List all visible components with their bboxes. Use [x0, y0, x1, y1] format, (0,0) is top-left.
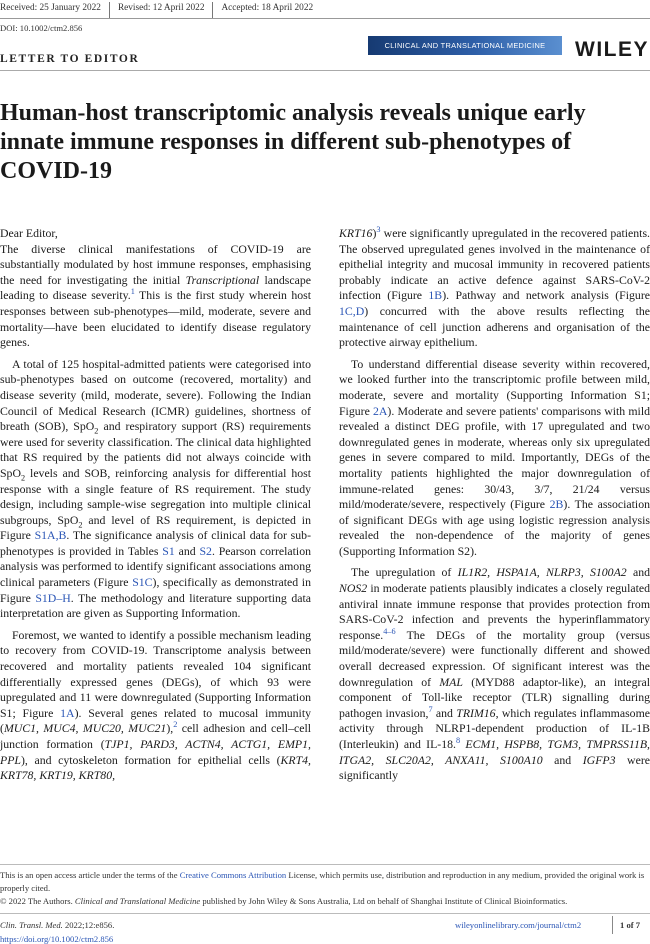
page-number: 1 of 7 [620, 920, 641, 930]
salutation: Dear Editor, [0, 226, 58, 240]
body-paragraph: The upregulation of IL1R2, HSPA1A, NLRP3, S100A2 and NOS2 in moderate patients plausibly indicates a closely regulated antiviral innate immune response that provides protection from SARS-CoV-2 infection and prevents the hyperinflammatory response.$^{4-6}$ The DEGs of the mortality group (versus mild/moderate/severe) were functionally different and showed overall decreased expression. Of significant interest was the downregulation of MAL (MYD88 adaptor-like), an integral component of Toll-like receptor (TLR) signalling during pathogen invasion,$^7$ and TRIM16, which regulates inflammasome activity through NLRP1-dependent production of IL-1B (Interleukin) and IL-18.$^8$ ECM1, HSPB8, TGM3, TMPRSS11B, ITGA2, SLC20A2, ANXA11, S100A10 and IGFP3 were significantly [339, 565, 650, 783]
citation-rest: 2022;12:e856. [62, 920, 115, 930]
section-divider [0, 70, 650, 71]
journal-banner[interactable]: CLINICAL AND TRANSLATIONAL MEDICINE [368, 36, 562, 55]
license-prefix: This is an open access article under the terms of the [0, 870, 180, 880]
copyright-prefix: © 2022 The Authors. [0, 896, 75, 906]
copyright-suffix: published by John Wiley & Sons Australia, Ltd on behalf of Shanghai Institute of Clinical Bioinformatics. [200, 896, 568, 906]
section-label: LETTER TO EDITOR [0, 53, 140, 65]
doi: DOI: 10.1002/ctm2.856 [0, 23, 83, 33]
publisher-logo[interactable]: WILEY [575, 38, 649, 61]
article-title: Human-host transcriptomic analysis reveals unique early innate immune responses in different sub-phenotypes of COVID-19 [0, 100, 586, 184]
accepted-date: Accepted: 18 April 2022 [221, 3, 314, 13]
body-right-column [339, 226, 650, 784]
footer-divider [0, 864, 650, 865]
received-date: Received: 25 January 2022 [0, 2, 110, 18]
copyright-journal: Clinical and Translational Medicine [74, 896, 201, 906]
body-paragraph: KRT16)$^3$ were significantly upregulated in the recovered patients. The observed upregulated genes involved in the maintenance of epithelial integrity and mucosal immunity in recovered patients probably indicate an active defence against SARS-CoV-2 infection (Figure 1B). Pathway and network analysis (Figure 1C,D) concurred with the above results reflecting the maintenance of cell junction adherens and organisation of the protective airway epithelium. [339, 225, 650, 350]
license-note [0, 869, 650, 908]
header-divider [0, 18, 650, 19]
citation [0, 920, 114, 930]
body-paragraph: Foremost, we wanted to identify a possible mechanism leading to recovery from COVID-19. Transcriptome analysis between recovered and mortality patients revealed 104 significant differentially expressed genes (DEGs), of which 93 were upregulated and 11 were downregulated (Supporting Information S1; Figure 1A). Several genes related to mucosal immunity (MUC1, MUC4, MUC20, MUC21),$^2$ cell adhesion and cell–cell junction formation (TJP1, PARD3, ACTN4, ACTG1, EMP1, PPL), and cytoskeleton formation for epithelial cells (KRT4, KRT78, KRT19, KRT80, [0, 627, 311, 783]
revised-date: Revised: 12 April 2022 [110, 2, 214, 18]
license-link[interactable]: Creative Commons Attribution [179, 870, 287, 880]
citation-journal: Clin. Transl. Med. [0, 920, 63, 930]
page-number-divider [612, 916, 613, 934]
license-suffix: License, which permits use, distribution and reproduction in any medium, provided the original work is properly cited. [0, 870, 645, 893]
body-paragraph: The diverse clinical manifestations of COVID-19 are substantially modulated by host immune responses, emphasising the need for investigating the initial Transcriptional landscape leading to disease severity.$^1$ This is the first study wherein host responses between sub-phenotypes—mild, moderate, severe and mortality—have been elucidated to identify disease regulatory genes. [0, 241, 311, 350]
body-paragraph: To understand differential disease severity within recovered, we looked further into the transcriptomic profile between mild, moderate, severe and mortality (Supporting Information S1; Figure 2A). Moderate and severe patients' comparisons with mild revealed a distinct DEG profile, with 17 upregulated and two downregulated genes in moderate, whereas only six upregulated genes in severe compared to mild. Importantly, DEGs of the mortality patients highlighted the major downregulation of immune-related genes: 30/43, 3/7, 21/24 versus mild/moderate/severe, respectively (Figure 2B). The association of significant DEGs with age using logistic regression analysis revealed the non-dependence of the majority of genes (Supporting Information S2). [339, 356, 650, 558]
doi-link[interactable]: https://doi.org/10.1002/ctm2.856 [0, 934, 114, 944]
body-paragraph: A total of 125 hospital-admitted patients were categorised into sub-phenotypes based on outcome (recovered, mortality) and disease severity (mild, moderate, severe). Following the Indian Council of Medical Research (ICMR) guidelines, shortness of breath (SOB), SpO$_2$ and respiratory support (RS) requirements were used for severity classification. The clinical data highlighted that RS required by the patients did not always coincide with SpO$_2$ levels and SOB, reinforcing analysis for differential host response with a single feature of RS requirement. The study design, including sample-wise segregation into multiple clinical subgroups, SpO$_2$ and level of RS requirement, is depicted in Figure S1A,B. The significance analysis of clinical data for sub-phenotypes is provided in Tables S1 and S2. Pearson correlation analysis was performed to identify significant associations among clinical parameters (Figure S1C), specifically as demonstrated in Figure S1D–H. The methodology and literature supporting data interpretation are given as Supporting Information. [0, 356, 312, 621]
body-left-column [0, 226, 311, 784]
article-dates [0, 2, 321, 18]
journal-website-link[interactable]: wileyonlinelibrary.com/journal/ctm2 [455, 920, 582, 930]
footer-divider-2 [0, 913, 650, 914]
